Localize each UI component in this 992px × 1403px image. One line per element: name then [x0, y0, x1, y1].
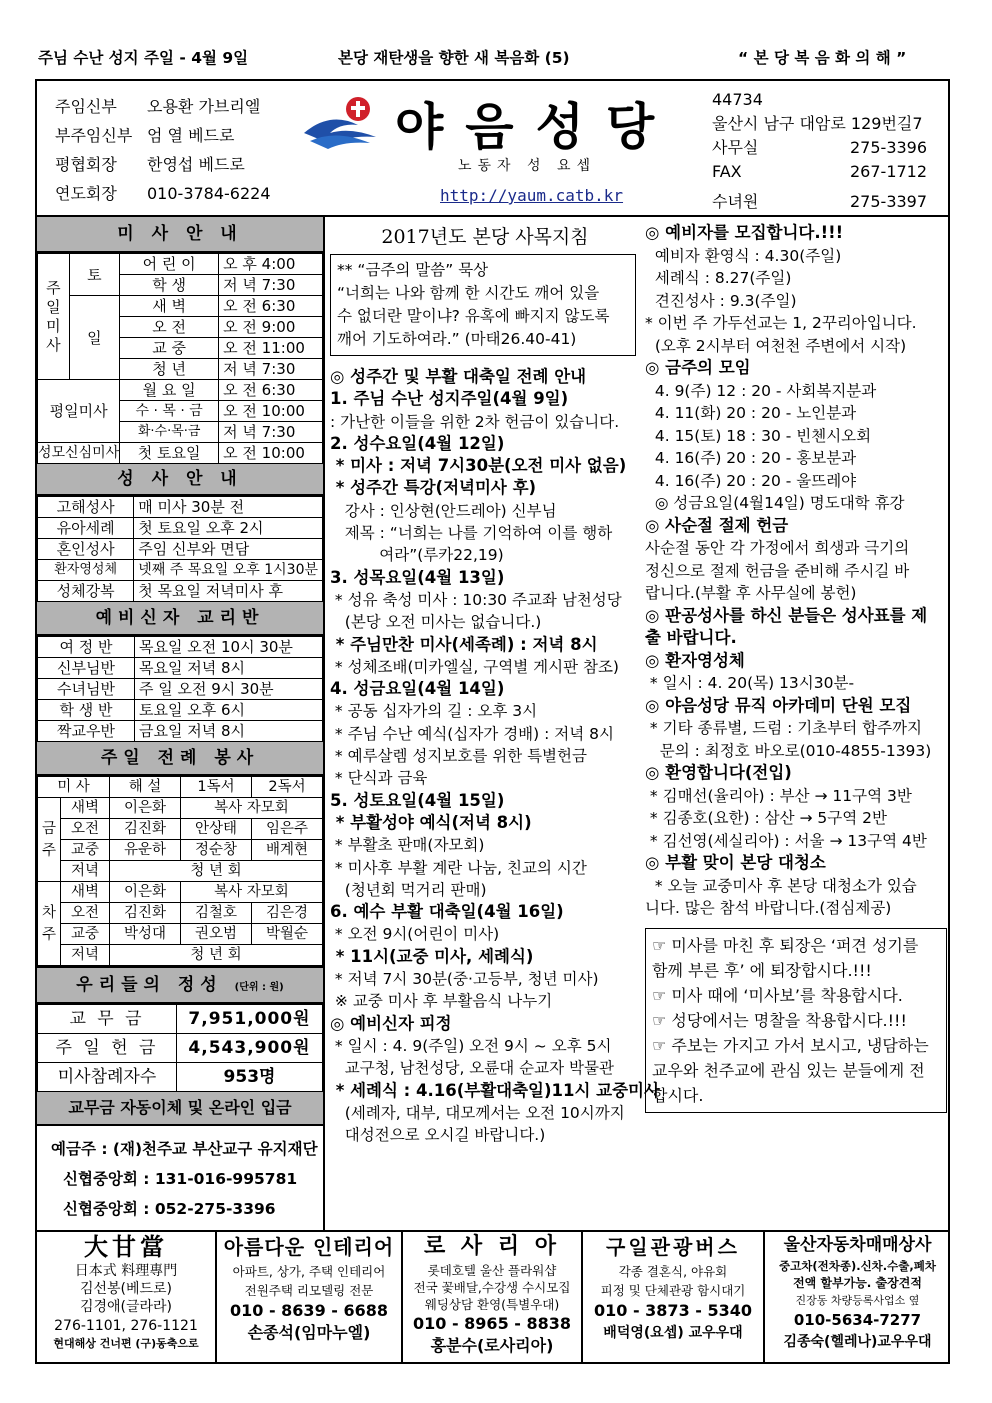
notice-line: 강사 : 인상현(안드레아) 신부님: [330, 501, 557, 520]
notice-line: 여라”(루카22,19): [330, 546, 504, 565]
ads-row: [37, 1232, 950, 1362]
notice-line: ◎ 예비자를 모집합니다.!!!: [645, 223, 844, 242]
notice-line: 4. 성금요일(4월 14일): [330, 679, 505, 699]
notice-line: * 미사후 부활 계란 나눔, 친교의 시간: [330, 858, 587, 877]
notice-line: 예비자 환영식 : 4.30(주일): [645, 246, 842, 265]
notice-line: ◎ 부활 맞이 본당 대청소: [645, 853, 826, 872]
notice-line: 2. 성수요일(4월 12일): [330, 433, 505, 453]
col-divider-1: [323, 215, 325, 1232]
catechism-section-title: 예비신자 교리반: [37, 602, 323, 636]
notice-line: 5. 성토요일(4월 15일): [330, 790, 505, 810]
parish-patron: 노동자 성 요셉: [458, 158, 597, 174]
notice-line: * 이번 주 가두선교는 1, 2꾸리아입니다.: [645, 314, 917, 332]
notice-line: 사순절 동안 각 가정에서 희생과 극기의: [645, 539, 910, 557]
notice-line: 니다. 많은 참석 바랍니다.(점심제공): [645, 899, 892, 917]
notice-line: : 가난한 이들을 위한 2차 헌금이 있습니다.: [330, 412, 620, 431]
parish-url-link[interactable]: http://yaum.catb.kr: [440, 186, 624, 205]
notice-line: ◎ 환자영성체: [645, 650, 745, 670]
bulletin-date: 주님 수난 성지 주일 - 4월 9일: [38, 49, 249, 67]
holy-week-notices: [330, 366, 660, 1146]
liturgy-section-title: 주일 전례 봉사: [37, 742, 323, 776]
notice-line: * 주님만찬 미사(세족례) : 저녁 8시: [330, 634, 598, 654]
notice-line: 함께 부른 후’ 에 퇴장합시다.!!!: [652, 960, 872, 980]
notice-line: 4. 16(주) 20 : 20 - 울뜨레야: [645, 471, 857, 490]
notice-line: * 공동 십자가의 길 : 오후 3시: [330, 702, 538, 721]
wave-cross-icon: [300, 93, 390, 153]
next-week-label: 차주: [38, 882, 61, 966]
parish-title: 야음성당: [395, 97, 677, 156]
notice-line: 4. 16(주) 20 : 20 - 홍보분과: [645, 449, 857, 467]
notice-line: * 저녁 7시 30분(중·고등부, 청년 미사): [330, 970, 599, 989]
ad-florist: 로 사 리 아 롯데호텔 울산 플라워샵 전국 꽃배달,수강생 수시모집 웨딩상담 환영(특별우대) 010 - 8965 - 8838 홍분수(로사리아): [403, 1232, 583, 1362]
notice-line: 4. 15(토) 18 : 30 - 빈첸시오회: [645, 426, 872, 445]
notice-line: * 성유 축성 미사 : 10:30 주교좌 남천성당: [330, 590, 622, 609]
notice-line: * 단식과 금육: [330, 769, 428, 788]
office-phone: 사무실 275-3396: [712, 138, 928, 157]
notice-line: * 성체조배(미카엘실, 구역별 게시판 참조): [330, 657, 619, 676]
notice-line: 견진성사 : 9.3(주일): [645, 291, 797, 310]
notice-line: 랍니다.(부활 후 사무실에 봉헌): [645, 584, 857, 602]
middle-column: [330, 222, 660, 1146]
notice-line: ◎ 환영합니다(전입): [645, 763, 792, 782]
notice-line: (청년회 먹거리 판매): [330, 880, 487, 899]
staff-row: 부주임신부 엄 열 베드로: [55, 126, 235, 145]
notice-line: 대성전으로 오시길 바랍니다.): [330, 1126, 546, 1145]
mass-section-title: 미 사 안 내: [37, 217, 323, 253]
pastoral-title: 2017년도 본당 사목지침: [381, 226, 589, 248]
staff-list: [55, 92, 305, 208]
top-strip: [38, 46, 950, 68]
notice-line: 4. 9(주) 12 : 20 - 사회복지분과: [645, 381, 877, 400]
left-column: [37, 217, 323, 1224]
pastoral-box: ** “금주의 말씀” 묵상 “너희는 나와 함께 한 시간도 깨어 있을 수 없더란 말이냐? 유혹에 빠지지 않도록 깨어 기도하여라.” (마태26.40-41): [330, 254, 636, 356]
notice-line: ☞ 미사를 마친 후 퇴장은 ‘퍼견 성기를: [652, 935, 919, 955]
notice-line: * 일시 : 4. 20(목) 13시30분-: [645, 674, 855, 692]
notice-line: * 주님 수난 예식(십자가 경배) : 저녁 8시: [330, 724, 614, 743]
sacraments-section-title: 성 사 안 내: [37, 464, 323, 496]
notice-line: * 11시(교중 미사, 세례식): [330, 946, 534, 966]
notice-line: 출 바랍니다.: [645, 628, 737, 647]
notice-line: 4. 11(화) 20 : 20 - 노인분과: [645, 404, 857, 422]
contact-block: [712, 88, 947, 214]
fax-number: FAX 267-1712: [712, 162, 928, 181]
sunday-mass-label: 주 일 미 사: [38, 254, 70, 380]
transfer-info: 예금주 : (재)천주교 부산교구 유지재단 신협중앙회 : 131-016-995781 신협중앙회 : 052-275-3396: [51, 1140, 318, 1218]
right-column: [645, 222, 950, 1113]
notice-line: ◎ 야음성당 뮤직 아카데미 단원 모집: [645, 695, 912, 715]
notice-line: 교구청, 남천성당, 오륜대 순교자 박물관: [330, 1059, 614, 1078]
notice-line: * 부활성야 예식(저녁 8시): [330, 812, 532, 832]
notice-line: * 김종호(요한) : 삼산 → 5구역 2반: [645, 809, 887, 827]
marian-mass-label: 성모신심미사: [38, 443, 120, 464]
notice-line: ◎ 성주간 및 부활 대축일 전례 안내: [330, 367, 587, 386]
ad-interior: 아름다운 인테리어 아파트, 상가, 주택 인테리어 전원주택 리모델링 전문 010 - 8639 - 6688 손종석(임마누엘): [217, 1232, 403, 1362]
notice-line: 3. 성목요일(4월 13일): [330, 567, 505, 587]
notice-line: ◎ 예비신자 피정: [330, 1013, 452, 1033]
bulletin-theme: 본당 재탄생을 향한 새 복음화 (5): [338, 49, 570, 67]
notice-line: 교우와 천주교에 관심 있는 분들에게 전: [652, 1060, 925, 1080]
notice-line: 합시다.: [652, 1085, 704, 1105]
address: 울산시 남구 대암로 129번길7: [712, 114, 923, 133]
notice-line: * 성주간 특강(저녁미사 후): [330, 478, 537, 498]
notice-line: ☞ 주보는 가지고 가서 보시고, 냉담하는: [652, 1035, 929, 1055]
staff-row: 주임신부 오용환 가브리엘: [55, 97, 261, 116]
notice-line: * 일시 : 4. 9(주일) 오전 9시 ~ 오후 5시: [330, 1036, 612, 1055]
weekday-mass-label: 평일미사: [38, 380, 120, 443]
mass-schedule-table: 주 일 미 사 토 어 린 이 오 후 4:00 학 생 저 녁 7:30 일 새 벽 오 전 6:30 오 전 오 전 9:00 교 중 오 전 11:00 청 년 저 녁 7:30 평일미사 월 요 일 오 전 6:30 수 · 목 · 금 오 전 10:00 화·수·목·금 저 녁 7:30 성모신심미사 첫 토요일 오 전 10:00: [37, 253, 323, 464]
convent-phone: 수녀원 275-3397: [712, 192, 928, 211]
ad-bus: 구일관광버스 각종 결혼식, 야유회 피정 및 단체관광 함시대기 010 - 3873 - 5340 배덕영(요셉) 교우우대: [583, 1232, 765, 1362]
parish-logo-block: [300, 85, 690, 210]
transfer-section-title: 교무금 자동이체 및 온라인 입금: [37, 1092, 323, 1126]
staff-row: 평협회장 한영섭 베드로: [55, 155, 245, 174]
notice-line: 문의 : 최정호 바오로(010-4855-1393): [645, 741, 932, 760]
saturday-label: 토: [69, 254, 119, 296]
notice-line: ◎ 판공성사를 하신 분들은 성사표를 제: [645, 605, 928, 625]
notice-line: ◎ 사순절 절제 헌금: [645, 515, 789, 535]
staff-row: 연도회장 010-3784-6224: [55, 184, 271, 203]
notice-line: ※ 교중 미사 후 부활음식 나누기: [330, 992, 553, 1011]
notice-line: ☞ 미사 때에 ‘미사보’를 착용합시다.: [652, 985, 903, 1005]
notice-line: * 세례식 : 4.16(부활대축일)11시 교중미사: [330, 1080, 660, 1100]
notice-line: * 예루살렘 성지보호를 위한 특별헌금: [330, 747, 587, 766]
this-week-label: 금주: [38, 798, 61, 882]
notice-line: ◎ 성금요일(4월14일) 명도대학 휴강: [645, 494, 905, 512]
catechism-table: 여 정 반 목요일 오전 10시 30분 신부님반 목요일 저녁 8시 수녀님반 주 일 오전 9시 30분 학 생 반 토요일 오후 6시 짝교우반 금요일 저녁 8시: [37, 636, 323, 742]
notice-line: 1. 주님 수난 성지주일(4월 9일): [330, 389, 569, 409]
ad-car-dealer: 울산자동차매매상사 중고차(전차종).신차.수출,폐차 전액 할부가능. 출장견적 진장동 차량등록사업소 옆 010-5634-7277 김종숙(헬레나)교우우대: [779, 1235, 936, 1350]
notice-line: (오후 2시부터 여천천 주변에서 시작): [645, 336, 907, 355]
notice-line: ◎ 금주의 모임: [645, 358, 751, 377]
right-notices: [645, 222, 950, 920]
year-motto: “ 본 당 복 음 화 의 해 ”: [738, 49, 907, 67]
offering-section-title: 우리들의 정성 (단위 : 원): [37, 966, 323, 1004]
zip-code: 44734: [712, 90, 763, 109]
notice-line: 세례식 : 8.27(주일): [645, 269, 792, 287]
etiquette-notice-box: [645, 928, 947, 1113]
sacraments-table: 고해성사 매 미사 30분 전 유아세례 첫 토요일 오후 2시 혼인성사 주임 신부와 면담 환자영성체 넷째 주 목요일 오후 1시30분 성체강복 첫 목요일 저녁미사 후: [37, 496, 323, 602]
notice-line: * 기타 종류별, 드럼 : 기초부터 합주까지: [645, 719, 922, 737]
notice-line: * 오전 9시(어린이 미사): [330, 925, 500, 944]
notice-line: (세례자, 대부, 대모께서는 오전 10시까지: [330, 1103, 625, 1122]
notice-line: * 김선영(세실리아) : 서울 → 13구역 4반: [645, 831, 927, 850]
notice-line: 정신으로 절제 헌금을 준비해 주시길 바: [645, 561, 910, 580]
notice-line: ☞ 성당에서는 명찰을 착용합시다.!!!: [652, 1010, 907, 1030]
notice-line: * 오늘 교중미사 후 본당 대청소가 있습: [645, 876, 917, 895]
notice-line: * 부활초 판매(자모회): [330, 836, 485, 855]
notice-line: * 미사 : 저녁 7시30분(오전 미사 없음): [330, 456, 627, 476]
liturgy-table: 미 사 해 설 1독서 2독서 금주 새벽 이은화 복사 자모회 오전 김진화 안상태 임은주 교중 유운하 정순창 배계현 저녁 청 년 회 차주 새벽 이은화 복사 자모회 오전 김진화 김철호 김은경 교중 박성대 권오범 박월순 저녁 청 년 회: [37, 776, 323, 966]
notice-line: 6. 예수 부활 대축일(4월 16일): [330, 902, 564, 922]
offering-table: 교 무 금 7,951,000원 주 일 헌 금 4,543,900원 미사참례자수 953명: [37, 1004, 323, 1092]
sunday-label: 일: [69, 296, 119, 380]
notice-line: * 김매선(율리아) : 부산 → 11구역 3반: [645, 786, 912, 805]
ad-restaurant: 大甘當 日本式 料理專門 김선봉(베드로) 김경애(글라라) 276-1101, 276-1121 현대해상 건너편 (구)동축으로: [37, 1232, 217, 1362]
notice-line: 제목 : “너희는 나를 기억하여 이를 행하: [330, 524, 613, 543]
notice-line: (본당 오전 미사는 없습니다.): [330, 613, 542, 632]
